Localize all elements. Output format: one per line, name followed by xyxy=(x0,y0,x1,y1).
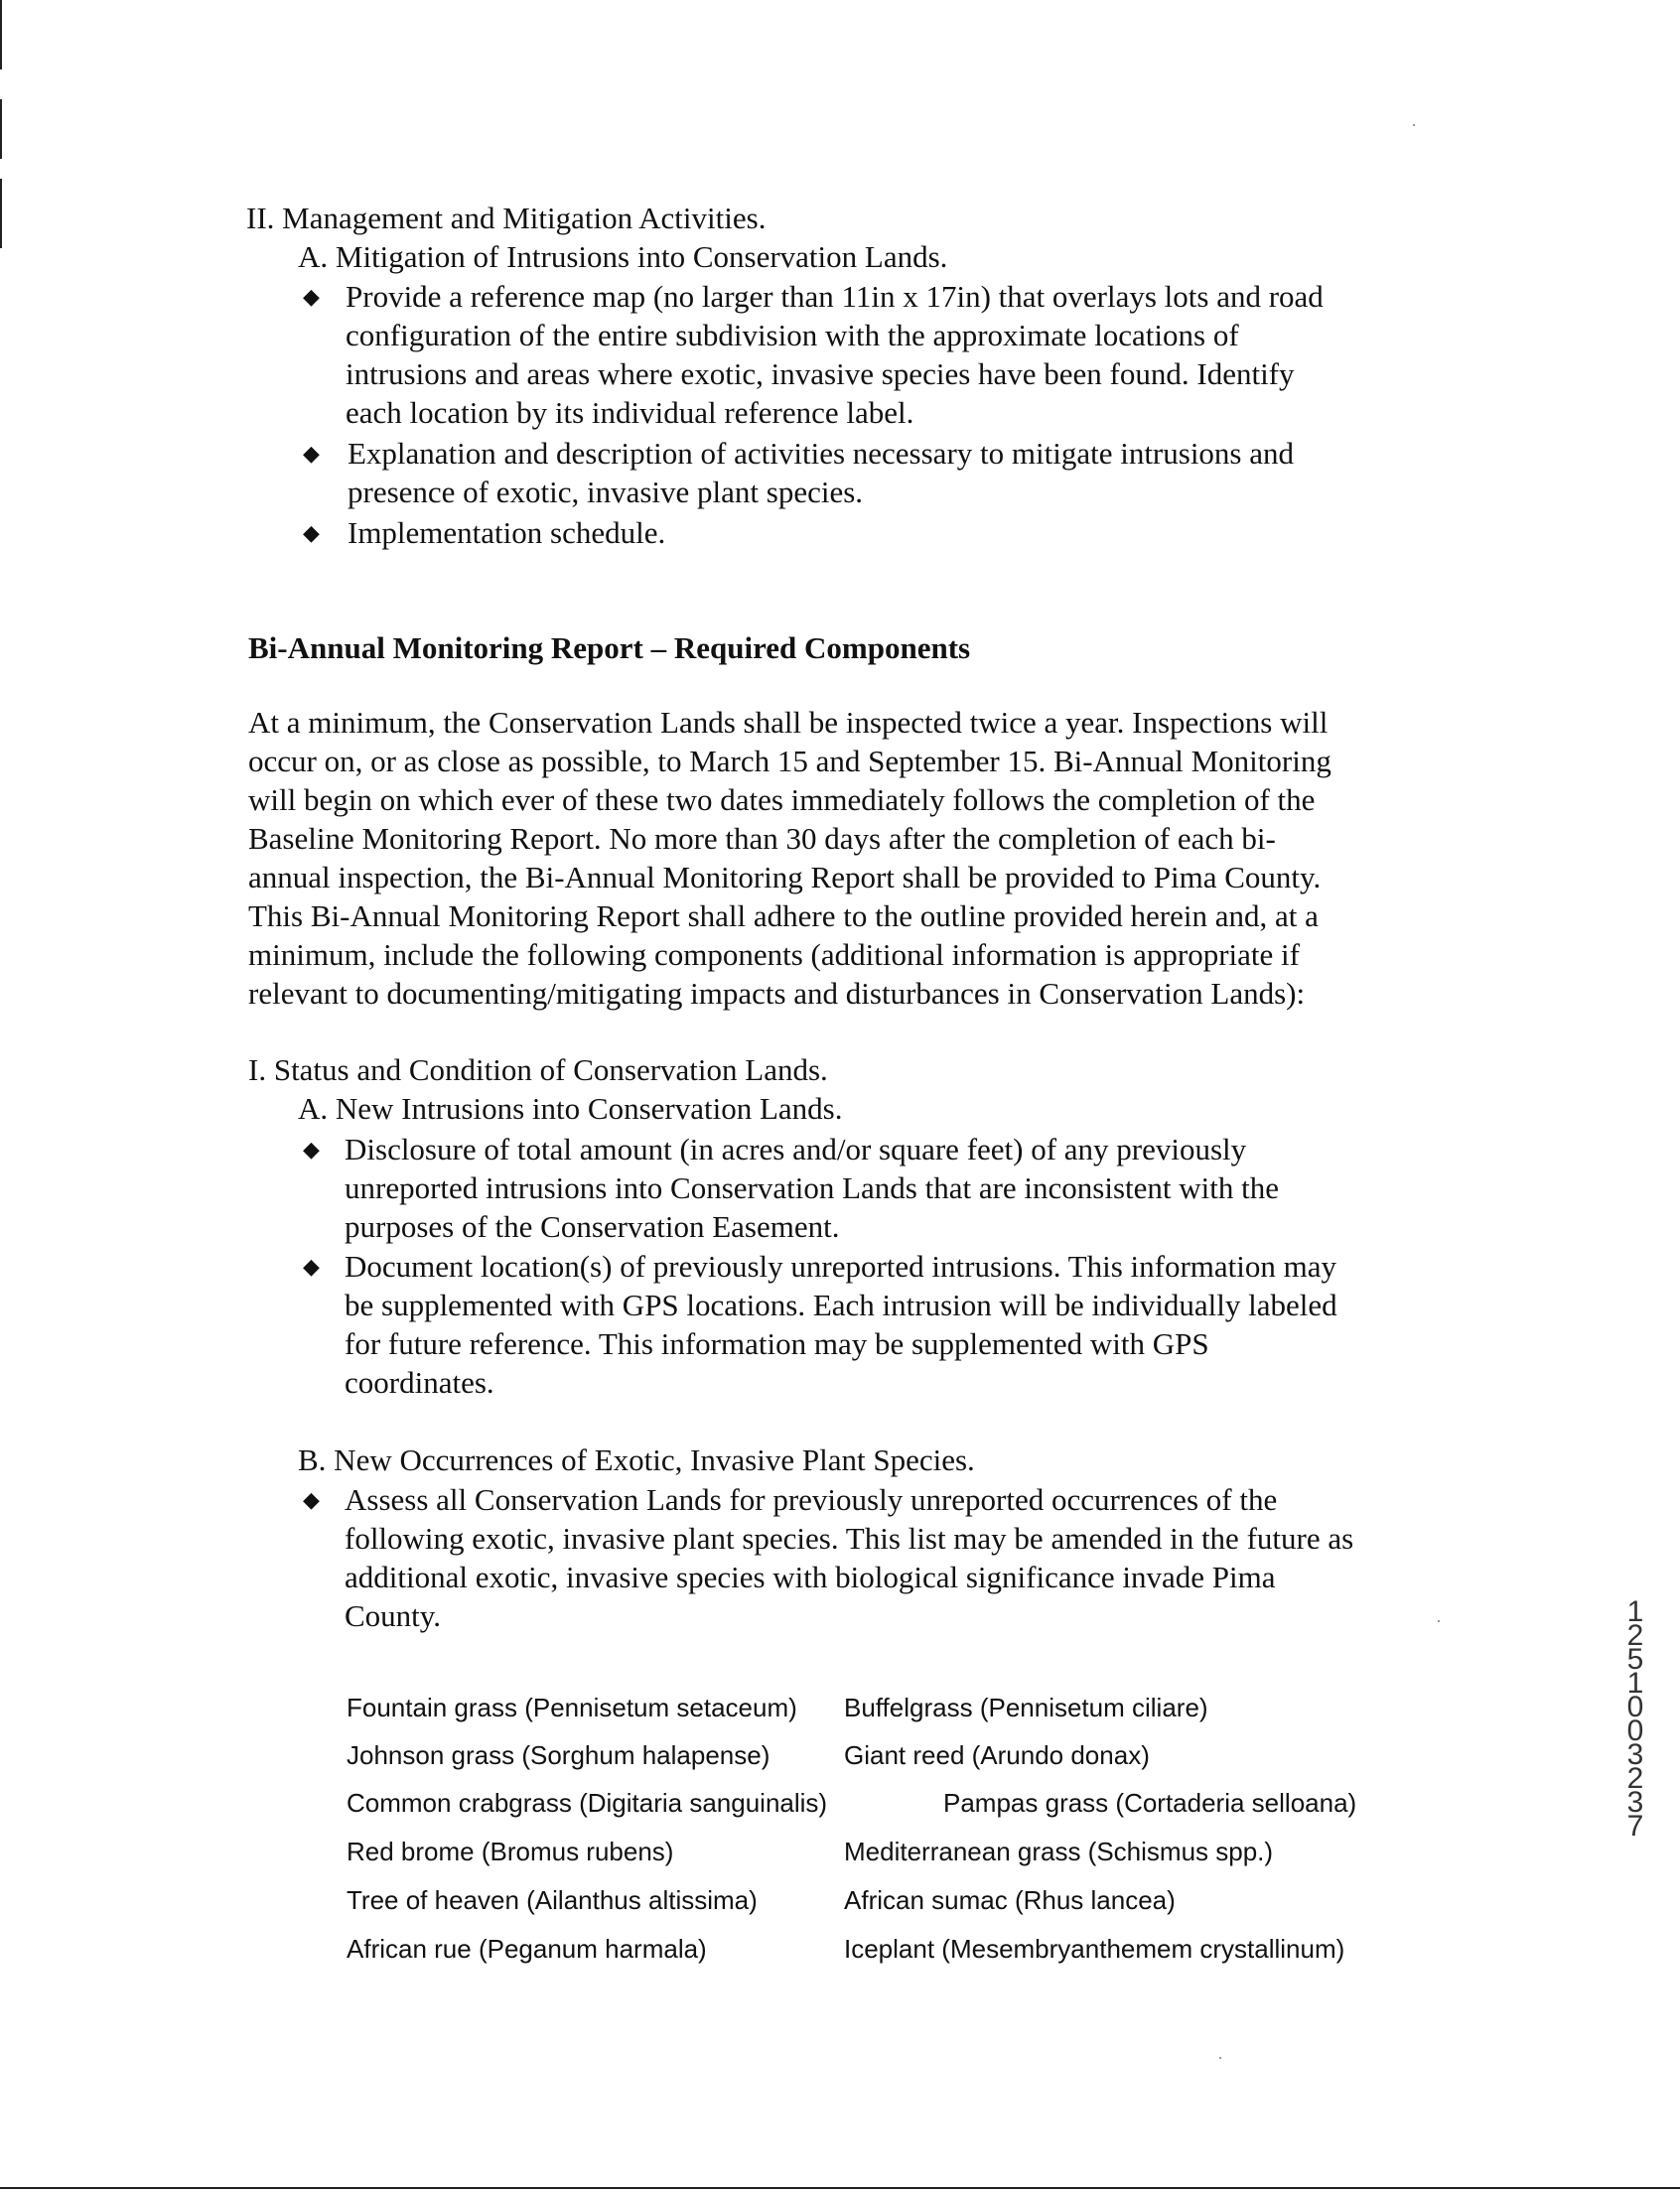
species-left-item: Fountain grass (Pennisetum setaceum) xyxy=(347,1693,797,1722)
bullet-diamond-icon: ◆ xyxy=(303,1254,320,1279)
species-left-item: African rue (Peganum harmala) xyxy=(347,1934,707,1964)
paragraph-line: annual inspection, the Bi-Annual Monitoring Report shall be provided to Pima County. xyxy=(248,860,1322,894)
subheading-new-occurrences: B. New Occurrences of Exotic, Invasive Plant Species. xyxy=(298,1442,975,1477)
bullet-line: be supplemented with GPS locations. Each intrusion will be individually labeled xyxy=(345,1288,1337,1322)
bullet-diamond-icon: ◆ xyxy=(303,1487,320,1512)
section-heading-status: I. Status and Condition of Conservation Lands. xyxy=(248,1052,828,1087)
scan-speck xyxy=(1219,2057,1221,2059)
species-left-item: Johnson grass (Sorghum halapense) xyxy=(347,1740,770,1770)
bullet-line: purposes of the Conservation Easement. xyxy=(345,1209,840,1244)
bullet-line: presence of exotic, invasive plant species. xyxy=(348,475,864,509)
bullet-line: following exotic, invasive plant species. This list may be amended in the future as xyxy=(345,1521,1354,1556)
bullet-line: configuration of the entire subdivision with the approximate locations of xyxy=(346,318,1239,352)
bullet-line: additional exotic, invasive species with biological significance invade Pima xyxy=(345,1560,1276,1594)
species-right-item: Mediterranean grass (Schismus spp.) xyxy=(844,1837,1274,1866)
subheading-new-intrusions: A. New Intrusions into Conservation Lands. xyxy=(298,1091,843,1126)
bullet-diamond-icon: ◆ xyxy=(303,1137,320,1162)
bullet-diamond-icon: ◆ xyxy=(303,284,320,309)
bullet-line: each location by its individual reference label. xyxy=(346,395,914,430)
species-right-item: African sumac (Rhus lancea) xyxy=(844,1885,1176,1915)
bullet-line: Document location(s) of previously unreported intrusions. This information may xyxy=(345,1249,1336,1284)
species-left-item: Common crabgrass (Digitaria sanguinalis) xyxy=(347,1788,828,1818)
section-heading-management: II. Management and Mitigation Activities. xyxy=(246,201,767,235)
species-left-item: Red brome (Bromus rubens) xyxy=(347,1837,674,1866)
report-title: Bi-Annual Monitoring Report – Required Components xyxy=(248,630,971,665)
bullet-line: Disclosure of total amount (in acres and/or square feet) of any previously xyxy=(345,1132,1247,1166)
subheading-mitigation: A. Mitigation of Intrusions into Conservation Lands. xyxy=(298,239,948,274)
paragraph-line: occur on, or as close as possible, to March 15 and September 15. Bi-Annual Monitoring xyxy=(248,744,1331,778)
bottom-edge-rule xyxy=(0,2187,1680,2189)
paragraph-line: minimum, include the following components (additional information is appropriate if xyxy=(248,937,1300,972)
bullet-line: for future reference. This information may be supplemented with GPS xyxy=(345,1326,1209,1361)
bullet-line: intrusions and areas where exotic, invasive species have been found. Identify xyxy=(346,356,1295,391)
bullet-line: Explanation and description of activities necessary to mitigate intrusions and xyxy=(348,436,1295,471)
scan-edge-mark xyxy=(0,0,2,69)
scan-speck xyxy=(1438,1620,1440,1622)
paragraph-line: will begin on which ever of these two dates immediately follows the completion of the xyxy=(248,782,1316,817)
paragraph-line: relevant to documenting/mitigating impacts and disturbances in Conservation Lands): xyxy=(248,976,1306,1011)
bullet-line: Provide a reference map (no larger than 11in x 17in) that overlays lots and road xyxy=(346,279,1324,314)
species-right-item: Iceplant (Mesembryanthemem crystallinum) xyxy=(844,1934,1345,1964)
scan-speck xyxy=(1413,124,1415,126)
scan-edge-mark xyxy=(0,99,2,159)
paragraph-line: Baseline Monitoring Report. No more than 30 days after the completion of each bi- xyxy=(248,821,1276,856)
document-number-vertical: 1251003237 xyxy=(1626,1595,1644,1843)
species-left-item: Tree of heaven (Ailanthus altissima) xyxy=(347,1885,758,1915)
bullet-line: Assess all Conservation Lands for previously unreported occurrences of the xyxy=(345,1482,1278,1517)
bullet-line: Implementation schedule. xyxy=(348,515,666,550)
species-right-item: Pampas grass (Cortaderia selloana) xyxy=(943,1788,1357,1818)
paragraph-line: At a minimum, the Conservation Lands shall be inspected twice a year. Inspections will xyxy=(248,705,1329,740)
bullet-diamond-icon: ◆ xyxy=(303,520,320,545)
bullet-line: County. xyxy=(345,1598,442,1633)
paragraph-line: This Bi-Annual Monitoring Report shall adhere to the outline provided herein and, at a xyxy=(248,898,1319,933)
bullet-line: unreported intrusions into Conservation Lands that are inconsistent with the xyxy=(345,1170,1280,1205)
species-right-item: Giant reed (Arundo donax) xyxy=(844,1740,1150,1770)
bullet-diamond-icon: ◆ xyxy=(303,441,320,466)
species-right-item: Buffelgrass (Pennisetum ciliare) xyxy=(844,1693,1208,1722)
scan-edge-mark xyxy=(0,179,2,248)
bullet-line: coordinates. xyxy=(345,1365,494,1400)
